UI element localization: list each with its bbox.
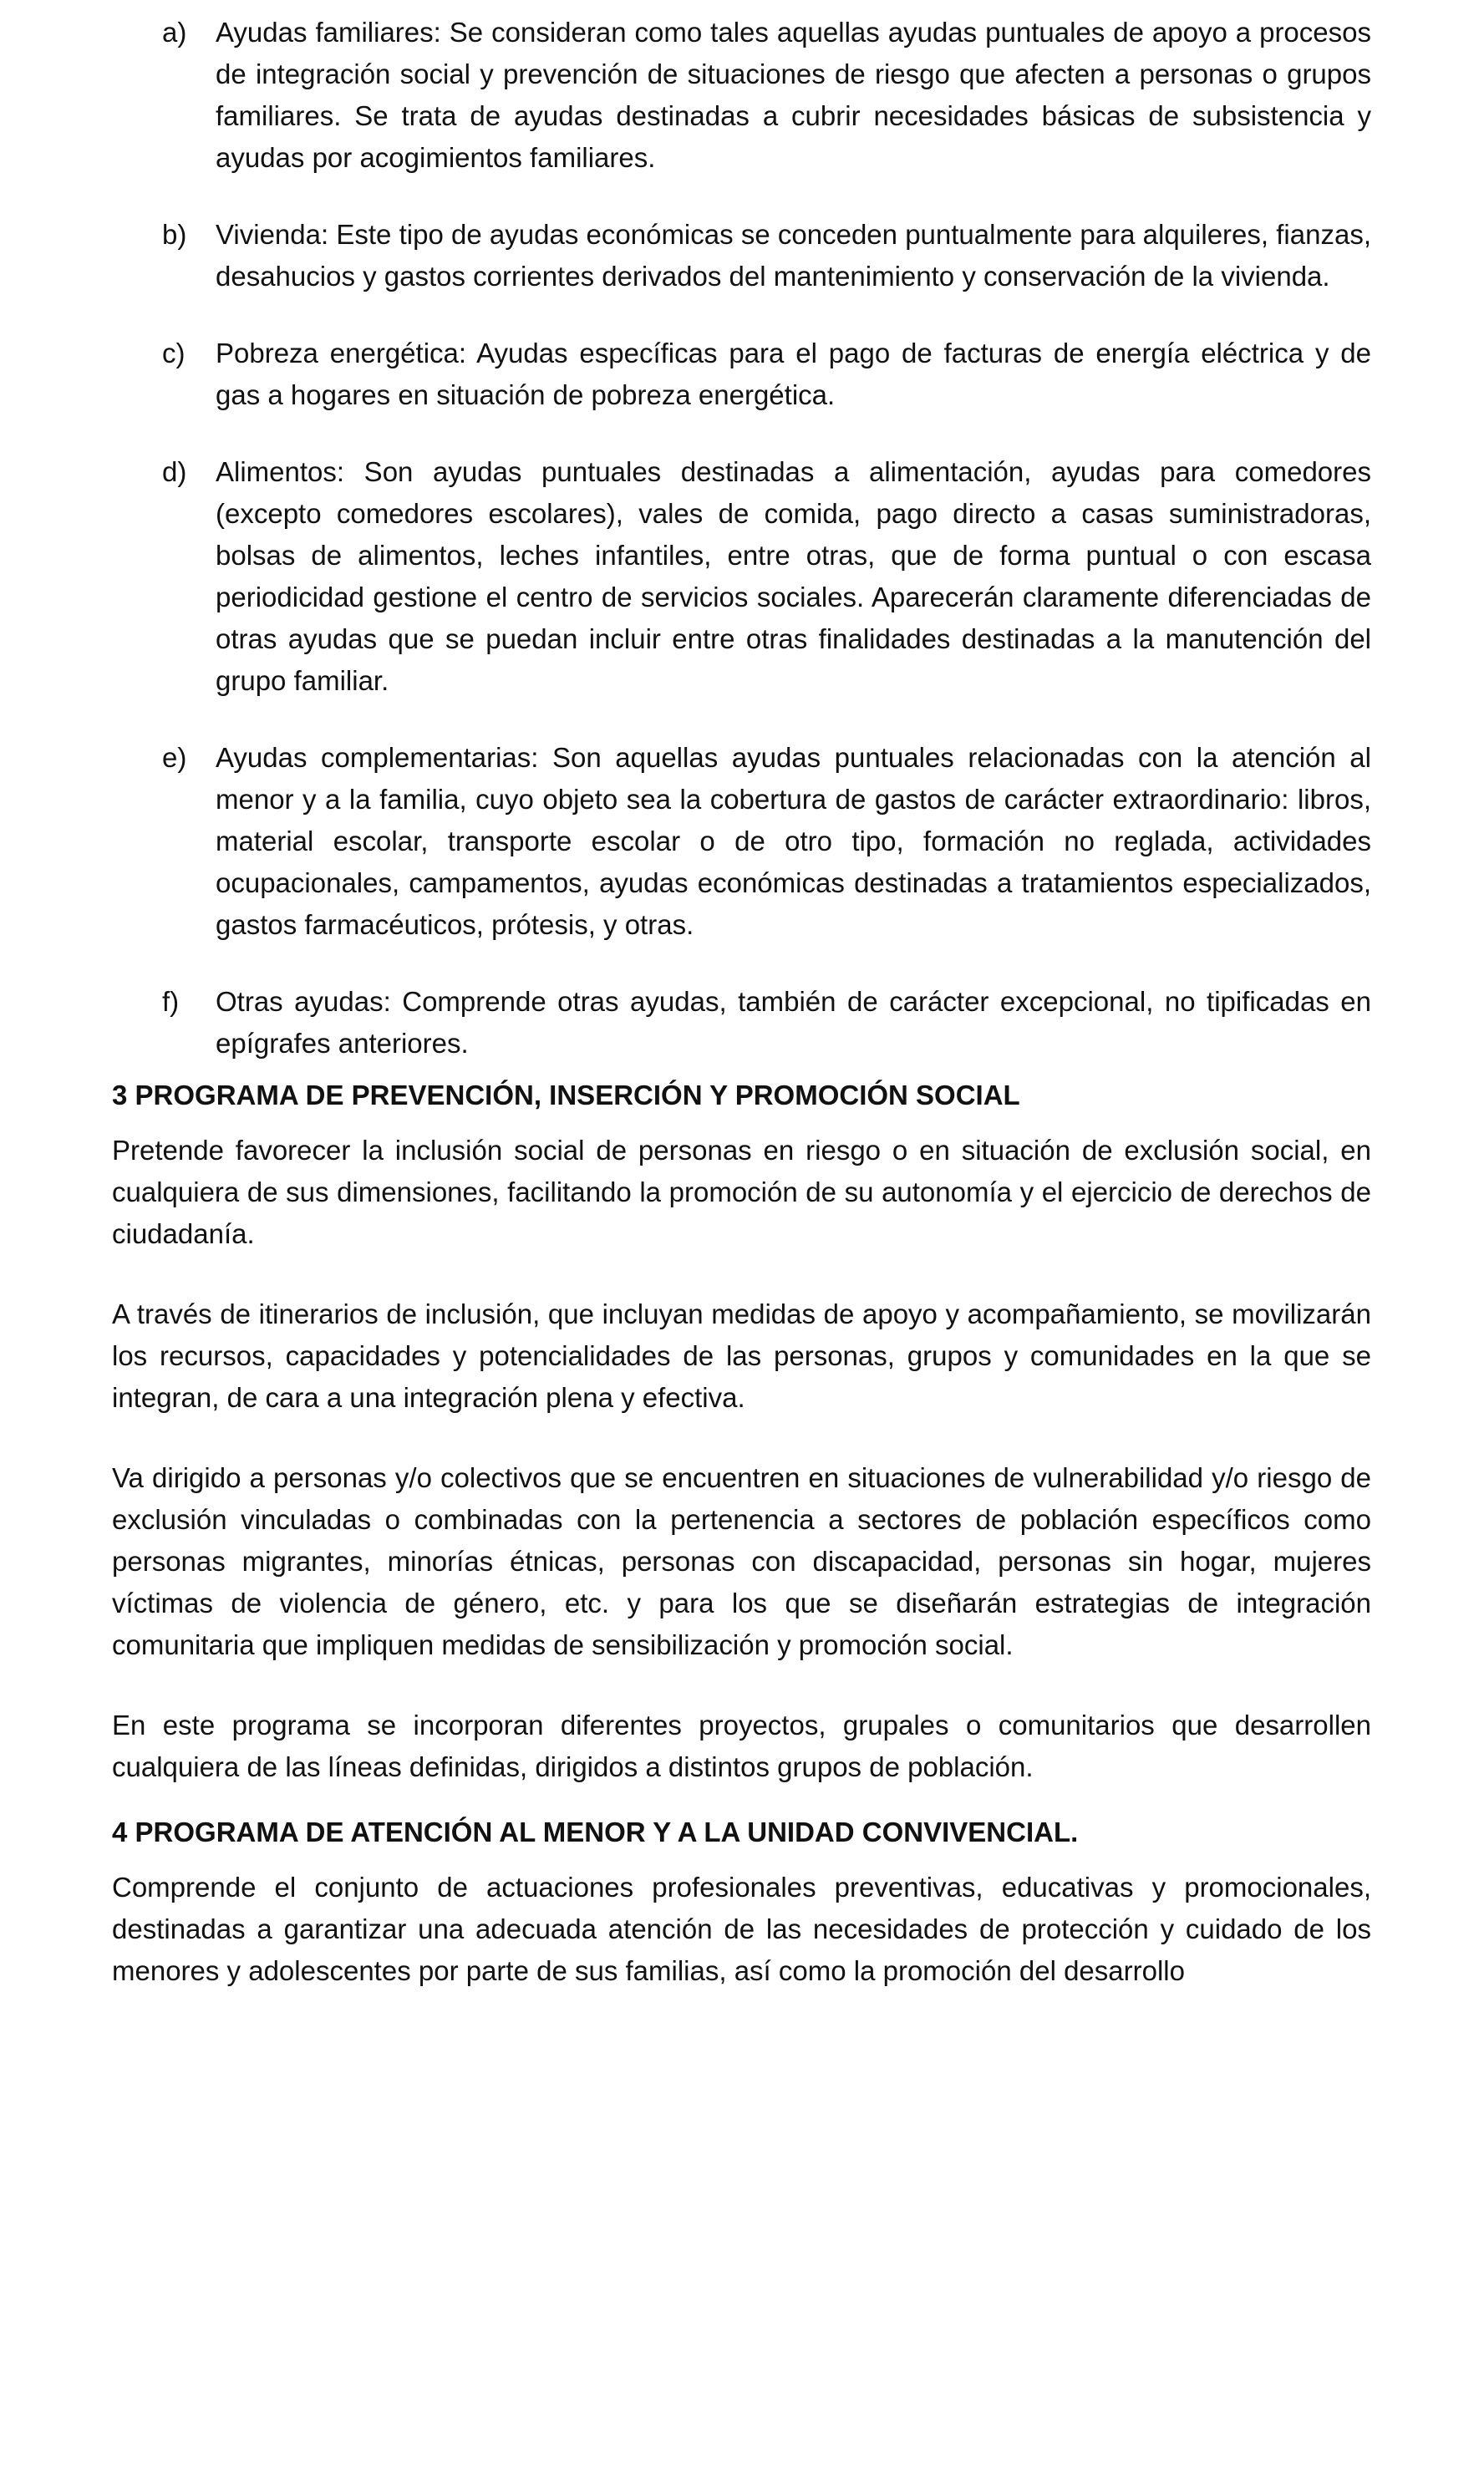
list-item-text: Ayudas familiares: Se consideran como tales aquellas ayudas puntuales de apoyo a procesos de integración social y prevención de situaciones de riesgo que afecten a personas o grupos familiares. Se trata de ayudas destinadas a cubrir necesidades básicas de subsistencia y ayudas por acogimientos familiares. [216, 17, 1371, 173]
list-item-d [112, 451, 1371, 702]
document-page [112, 12, 1371, 2030]
section-3-paragraph: En este programa se incorporan diferentes proyectos, grupales o comunitarios que desarrollen cualquiera de las líneas definidas, dirigidos a distintos grupos de población. [112, 1710, 1371, 1782]
list-marker: b) [162, 219, 187, 250]
list-item-c [112, 333, 1371, 416]
list-marker: d) [162, 456, 187, 487]
aid-type-list [112, 12, 1371, 1065]
list-item-text: Vivienda: Este tipo de ayudas económicas se conceden puntualmente para alquileres, fianzas, desahucios y gastos corrientes derivados del mantenimiento y conservación de la vivienda. [216, 219, 1371, 292]
list-marker: f) [162, 986, 180, 1017]
list-item-text: Ayudas complementarias: Son aquellas ayudas puntuales relacionadas con la atención al menor y a la familia, cuyo objeto sea la cobertura de gastos de carácter extraordinario: libros, material escolar, transporte escolar o de otro tipo, formación no reglada, actividades ocupacionales, campamentos, ayudas económicas destinadas a tratamientos especializados, gastos farmacéuticos, prótesis, y otras. [216, 742, 1371, 940]
section-4-paragraph: Comprende el conjunto de actuaciones profesionales preventivas, educativas y promocionales, destinadas a garantizar una adecuada atención de las necesidades de protección y cuidado de los menores y adolescentes por parte de sus familias, así como la promoción del desarrollo [112, 1872, 1371, 1986]
list-item-a [112, 12, 1371, 179]
list-item-b [112, 214, 1371, 297]
list-marker: c) [162, 338, 186, 368]
list-marker: a) [162, 17, 187, 48]
section-3-paragraph: A través de itinerarios de inclusión, que incluyan medidas de apoyo y acompañamiento, se movilizarán los recursos, capacidades y potencialidades de las personas, grupos y comunidades en la que se integran, de cara a una integración plena y efectiva. [112, 1298, 1371, 1413]
list-marker: e) [162, 742, 187, 773]
section-3-paragraph: Pretende favorecer la inclusión social de personas en riesgo o en situación de exclusión social, en cualquiera de sus dimensiones, facilitando la promoción de su autonomía y el ejercicio de derechos de ciudadanía. [112, 1135, 1371, 1249]
list-item-text: Alimentos: Son ayudas puntuales destinadas a alimentación, ayudas para comedores (excepto comedores escolares), vales de comida, pago directo a casas suministradoras, bolsas de alimentos, leches infantiles, entre otras, que de forma puntual o con escasa periodicidad gestione el centro de servicios sociales. Aparecerán claramente diferenciadas de otras ayudas que se puedan incluir entre otras finalidades destinadas a la manutención del grupo familiar. [216, 456, 1371, 696]
section-3-heading: 3 PROGRAMA DE PREVENCIÓN, INSERCIÓN Y PROMOCIÓN SOCIAL [112, 1080, 1020, 1110]
list-item-text: Otras ayudas: Comprende otras ayudas, también de carácter excepcional, no tipificadas en epígrafes anteriores. [216, 986, 1371, 1059]
list-item-text: Pobreza energética: Ayudas específicas para el pago de facturas de energía eléctrica y de gas a hogares en situación de pobreza energética. [216, 338, 1371, 410]
list-item-e [112, 737, 1371, 946]
section-3-paragraph: Va dirigido a personas y/o colectivos que se encuentren en situaciones de vulnerabilidad y/o riesgo de exclusión vinculadas o combinadas con la pertenencia a sectores de población específicos como personas migrantes, minorías étnicas, personas con discapacidad, personas sin hogar, mujeres víctimas de violencia de género, etc. y para los que se diseñarán estrategias de integración comunitaria que impliquen medidas de sensibilización y promoción social. [112, 1462, 1371, 1660]
list-item-f [112, 981, 1371, 1065]
section-4-heading: 4 PROGRAMA DE ATENCIÓN AL MENOR Y A LA UNIDAD CONVIVENCIAL. [112, 1817, 1079, 1847]
